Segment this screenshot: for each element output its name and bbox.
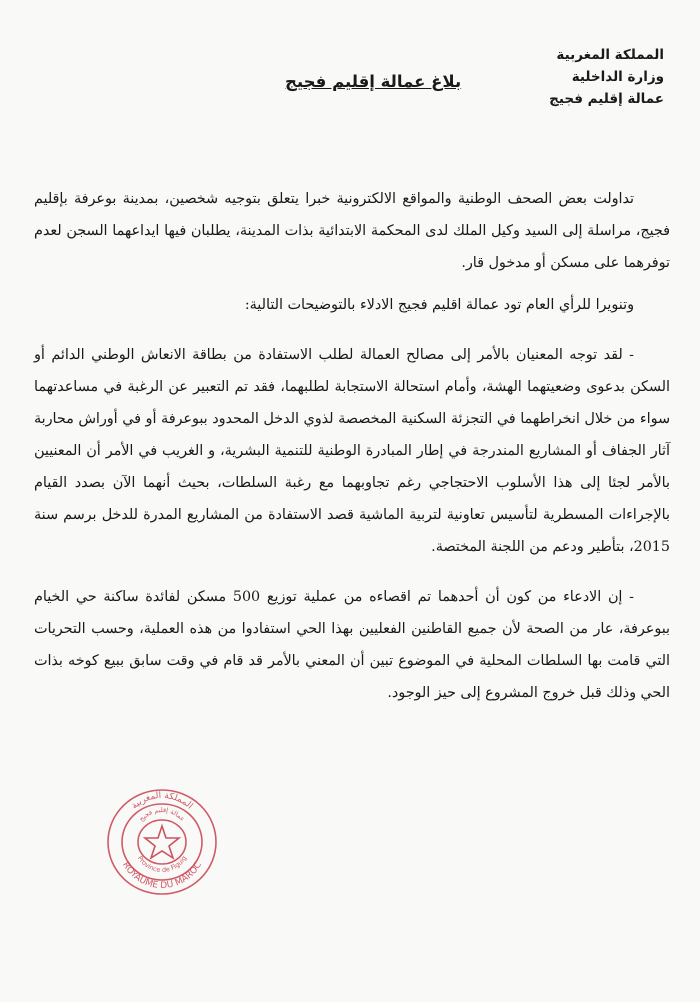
stamp-arabic-top: المملكة المغربية bbox=[129, 790, 195, 812]
document-title: بلاغ عمالة إقليم فجيج bbox=[285, 72, 462, 91]
paragraph-1: تداولت بعض الصحف الوطنية والمواقع الالكترونية خبرا يتعلق بتوجيه شخصين، بمدينة بوعرفة بإقليم فجيج، مراسلة إلى السيد وكيل الملك لدى المحكمة الابتدائية بذات المدينة، يطلبان فيها ايداعهما السجن لعدم توفرهما على مسكن أو مدخول قار. bbox=[34, 191, 670, 271]
paragraph-4: - إن الادعاء من كون أن أحدهما تم اقصاءه من عملية توزيع 500 مسكن لفائدة ساكنة حي الخيام ببوعرفة، عار من الصحة لأن جميع القاطنين الفعليين بهذا الحي استفادوا من هذه العملية، وحسب التحريات التي قامت بها السلطات المحلية في الموضوع تبين أن المعني بالأمر قد قام في وقت سابق ببيع كوخه بذات الحي وذلك قبل خروج المشروع إلى حيز الوجود. bbox=[34, 589, 670, 701]
letterhead-province: عمالة إقليم فجيج bbox=[549, 91, 664, 107]
star-icon bbox=[145, 826, 179, 858]
official-stamp bbox=[104, 786, 220, 898]
paragraph-2: وتنويرا للرأي العام تود عمالة اقليم فجيج الادلاء بالتوضيحات التالية: bbox=[244, 297, 634, 313]
document-body bbox=[34, 183, 670, 709]
paragraph-3: - لقد توجه المعنيان بالأمر إلى مصالح العمالة لطلب الاستفادة من بطاقة الانعاش الوطني الدائم أو السكن بدعوى وضعيتهما الهشة، وأمام استحالة الاستجابة لطلبهما، فقد تم التعبير عن الرغبة في مساعدتهما سواء من خلال انخراطهما في التجزئة السكنية المخصصة لذوي الدخل المحدود ببوعرفة أو في أوراش محاربة آثار الجفاف أو المشاريع المندرجة في إطار المبادرة الوطنية للتنمية البشرية، و الغريب في الأمر أن المعنيين بالأمر لجئا إلى هذا الأسلوب الاحتجاجي رغم تجاوبهما مع رغبة السلطات، بحيث أنهما الآن بصدد القيام بالإجراءات المسطرية لتأسيس تعاونية لتربية الماشية قصد الاستفادة من المشاريع المدرة للدخل برسم سنة 2015، بتأطير ودعم من اللجنة المختصة. bbox=[34, 347, 670, 555]
stamp-arabic-inner: عمالة إقليم فجيج bbox=[137, 805, 187, 824]
stamp-latin-outer: ROYAUME DU MAROC bbox=[120, 860, 204, 892]
letterhead-ministry: وزارة الداخلية bbox=[571, 69, 664, 85]
letterhead bbox=[504, 44, 664, 110]
letterhead-kingdom: المملكة المغربية bbox=[556, 47, 664, 63]
stamp-latin-inner: Province de Figuig bbox=[135, 854, 189, 875]
